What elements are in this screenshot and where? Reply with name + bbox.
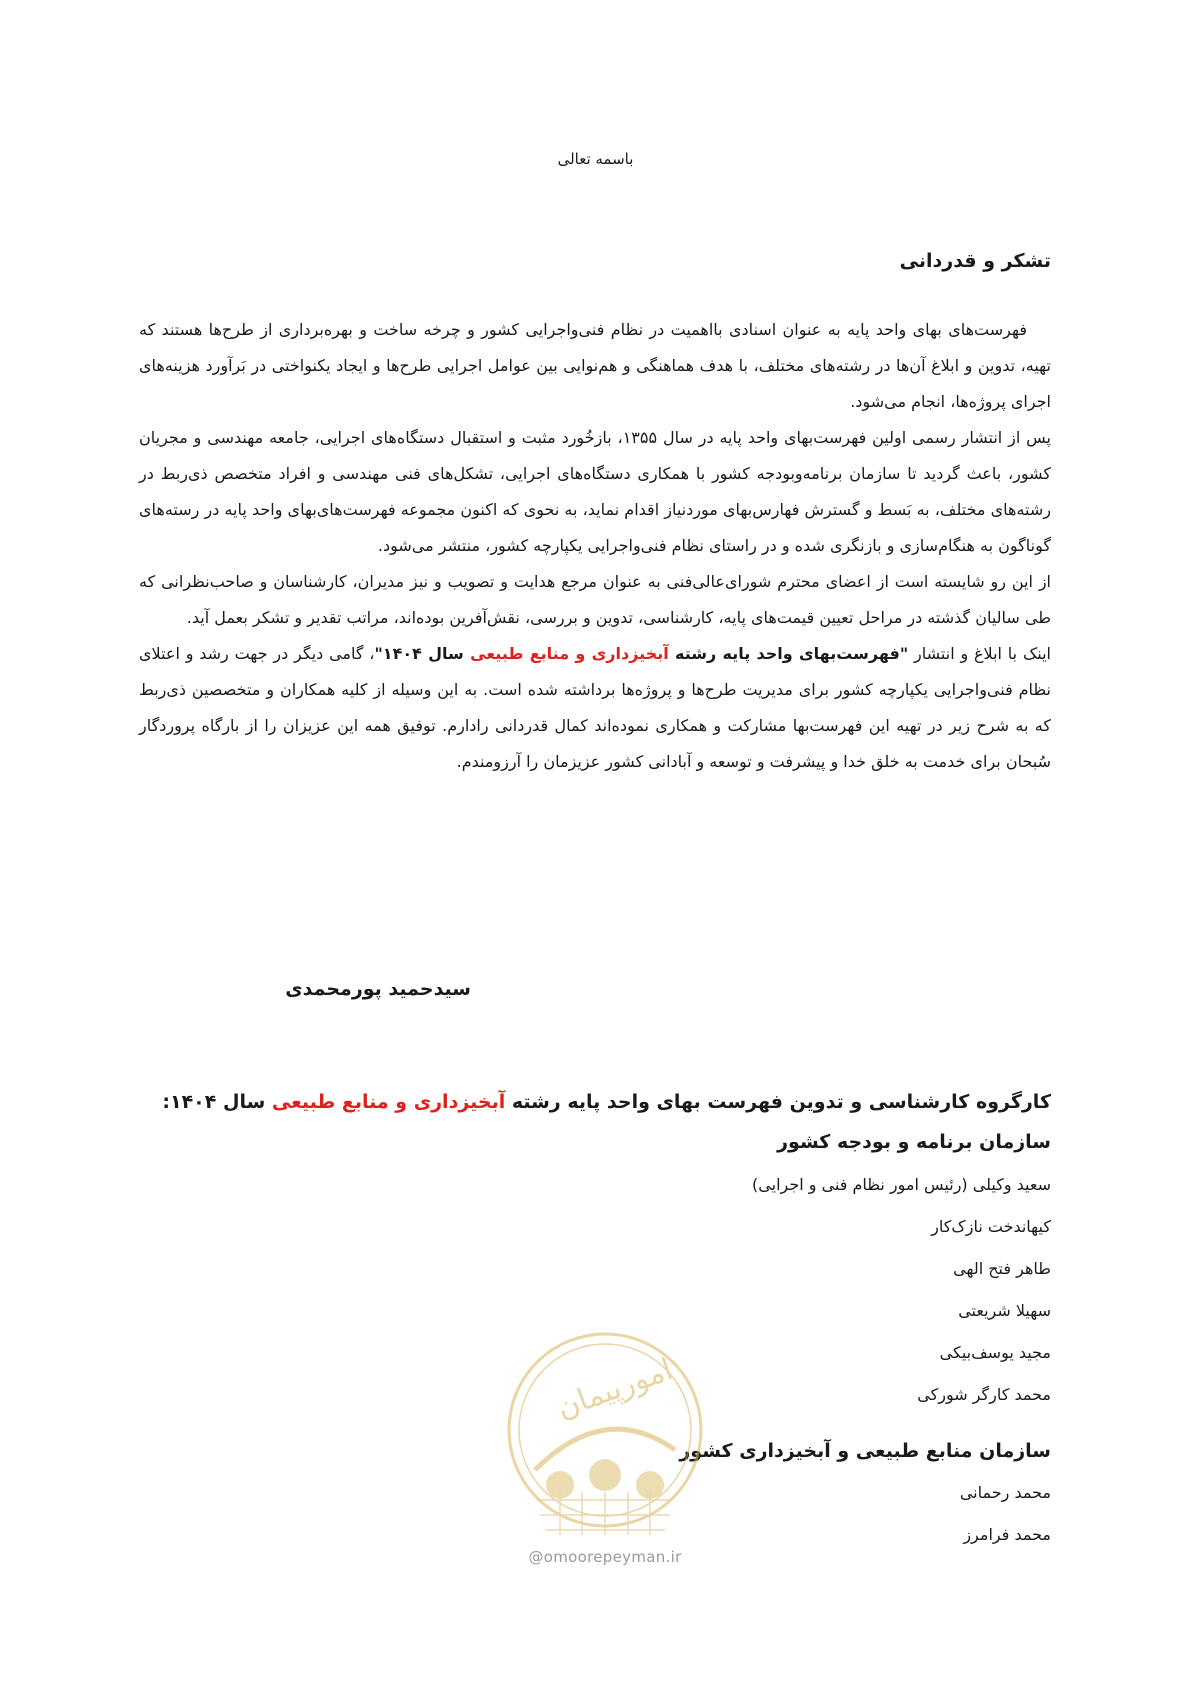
paragraph-4 (139, 636, 1051, 780)
working-group-discipline-red: آبخیزداری و منابع طبیعی (271, 1091, 506, 1113)
discipline-name-red: آبخیزداری و منابع طبیعی (470, 644, 669, 663)
member-item: کیهاندخت نازک‌کار (931, 1217, 1051, 1236)
paragraph-4-prefix: اینک با ابلاغ و انتشار (908, 644, 1051, 663)
member-item: محمد فرامرز (963, 1525, 1051, 1544)
member-item: محمد رحمانی (959, 1483, 1051, 1502)
member-item: سهیلا شریعتی (958, 1301, 1051, 1320)
working-group-title-part-b: سال ۱۴۰۴: (162, 1091, 272, 1113)
watermark-url: @omoorepeyman.ir (528, 1548, 682, 1566)
member-item: محمد کارگر شورکی (917, 1385, 1051, 1404)
org-natural-resources-name: سازمان منابع طبیعی و آبخیزداری کشور (679, 1440, 1051, 1462)
working-group-title-part-a: کارگروه کارشناسی و تدوین فهرست بهای واحد پایه رشته (505, 1091, 1051, 1113)
catalog-title-bold: "فهرست‌بهای واحد پایه رشته (668, 644, 909, 663)
org-natural-resources-members (960, 1472, 1051, 1556)
watermark-url-text: omoorepeyman.ir (543, 1548, 682, 1566)
org-plan-budget-name: سازمان برنامه و بودجه کشور (777, 1131, 1051, 1153)
watermark-logo-text: امورپیمان (552, 1352, 678, 1427)
org-plan-budget-members (752, 1164, 1051, 1416)
paragraph-3: از این رو شایسته است از اعضای محترم شورای‌عالی‌فنی به عنوان مرجع هدایت و تصویب و نیز مدیران، کارشناسان و صاحب‌نظرانی که طی سالیان گذشته در مراحل تعیین قیمت‌های پایه، کارشناسی، تدوین و بررسی، نقش‌آفرین بوده‌اند، مراتب تقدیر و تشکر بعمل آید. (139, 572, 1051, 627)
member-item: طاهر فتح الهی (953, 1259, 1051, 1278)
acknowledgement-body (139, 312, 1051, 780)
paragraph-4-suffix: ، گامی دیگر در جهت رشد و اعتلای نظام فنی‌واجرایی یکپارچه کشور برای مدیریت طرح‌ها و پروژه‌ها برداشته شده است. به این وسیله از کلیه همکاران و متخصصین ذی‌ربط که به شرح زیر در تهیه این فهرست‌بها مشارکت و همکاری نموده‌اند کمال قدردانی رادارم. توفیق همه این عزیزان را از بارگاه پروردگار سُبحان برای خدمت به خلق خدا و پیشرفت و توسعه و آبادانی کشور عزیزمان را آرزومندم. (139, 644, 1051, 771)
bismillah-header: باسمه تعالی (557, 150, 634, 168)
member-item: سعید وکیلی (رئیس امور نظام فنی و اجرایی) (752, 1175, 1051, 1194)
catalog-year-bold: سال ۱۴۰۴" (374, 644, 471, 663)
signatory-name: سیدحمید پورمحمدی (285, 978, 471, 1000)
paragraph-2: پس از انتشار رسمی اولین فهرست‌بهای واحد پایه در سال ۱۳۵۵، بازخُورد مثبت و استقبال دستگاه‌های اجرایی، جامعه مهندسی و مجریان کشور، باعث گردید تا سازمان برنامه‌وبودجه کشور با همکاری دستگاه‌های اجرایی، تشکل‌های فنی مهندسی و افراد متخصص ذی‌ربط در رشته‌های مختلف، به بَسط و گسترش فهارس‌بهای موردنیاز اقدام نماید، به نحوی که اکنون مجموعه فهرست‌های‌بهای واحد پایه در رسته‌های گوناگون به هنگام‌سازی و بازنگری شده و در راستای نظام فنی‌واجرایی یکپارچه کشور، منتشر می‌شود. (139, 428, 1052, 555)
paragraph-1: فهرست‌های بهای واحد پایه به عنوان اسنادی بااهمیت در نظام فنی‌واجرایی کشور و چرخه ساخت و بهره‌برداری از طرح‌ها هستند که تهیه، تدوین و ابلاغ آن‌ها در رشته‌های مختلف، با هدف هماهنگی و هم‌نوایی بین عوامل اجرایی طرح‌ها و ایجاد یکنواختی در بَرآورد هزینه‌های اجرای پروژه‌ها، انجام می‌شود. (139, 320, 1051, 411)
acknowledgement-heading: تشکر و قدردانی (899, 250, 1051, 272)
member-item: مجید یوسف‌بیکی (939, 1343, 1051, 1362)
working-group-title (121, 1084, 1051, 1120)
